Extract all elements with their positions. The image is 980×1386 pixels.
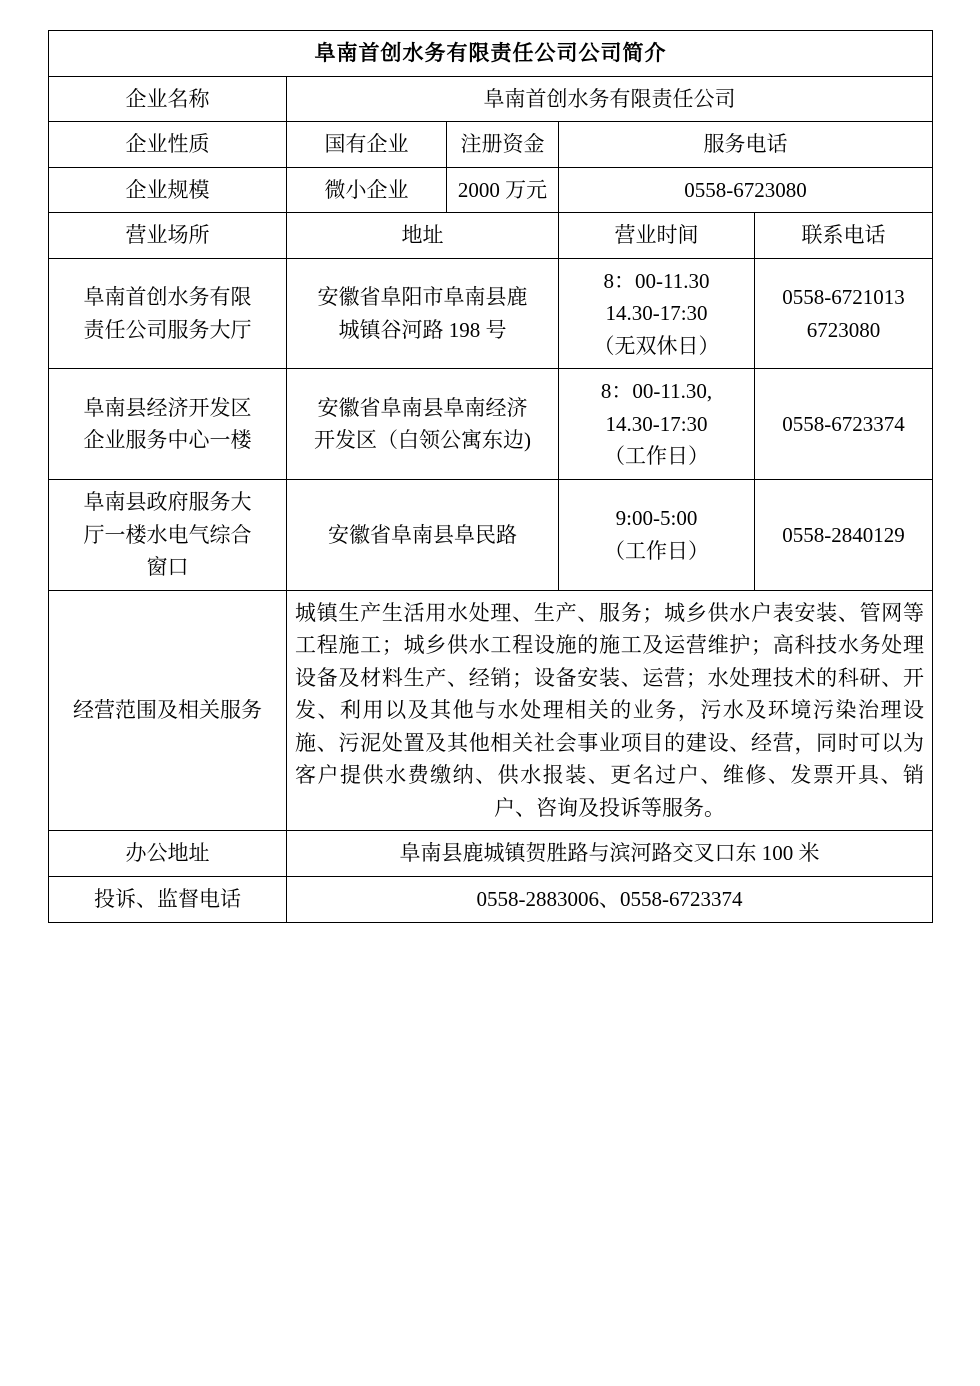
venue-phone-line: 0558-6723374 (782, 411, 905, 436)
complaint-phone-value: 0558-2883006、0558-6723374 (287, 877, 933, 923)
venue-hours-line: （无双休日） (593, 333, 720, 358)
table-row-office-address (49, 831, 933, 877)
business-scope-label: 经营范围及相关服务 (49, 590, 287, 831)
company-scale-label: 企业规模 (49, 167, 287, 213)
venue-address (287, 369, 559, 480)
venue-address-line: 城镇谷河路 198 号 (338, 317, 507, 342)
table-row-venue-2 (49, 369, 933, 480)
contact-header-label: 联系电话 (755, 213, 933, 259)
venue-phone-line: 0558-6721013 (782, 285, 905, 309)
table-row-venue-header (49, 213, 933, 259)
venue-hours-line: （工作日） (604, 538, 709, 563)
venue-name-line: 阜南首创水务有限 (83, 285, 252, 309)
hours-header-label: 营业时间 (559, 213, 755, 259)
table-row-company-scale (49, 167, 933, 213)
company-name-value: 阜南首创水务有限责任公司 (287, 76, 933, 122)
company-name-label: 企业名称 (49, 76, 287, 122)
registered-capital-value: 2000 万元 (447, 167, 559, 213)
venue-header-label: 营业场所 (49, 213, 287, 259)
venue-phone-line: 6723080 (806, 317, 881, 342)
venue-address (287, 258, 559, 369)
venue-address-line: 安徽省阜阳市阜南县鹿 (317, 285, 528, 309)
venue-hours-line: （工作日） (604, 444, 709, 469)
venue-hours-line: 9:00-5:00 (615, 506, 698, 531)
venue-phone (755, 369, 933, 480)
venue-hours (559, 480, 755, 591)
company-nature-value: 国有企业 (287, 122, 447, 168)
venue-hours (559, 258, 755, 369)
venue-name-line: 厅一楼水电气综合 (83, 522, 252, 547)
venue-address-line: 开发区（白领公寓东边) (314, 428, 531, 453)
venue-address-line: 安徽省阜南县阜民路 (328, 522, 517, 547)
table-row-venue-1 (49, 258, 933, 369)
office-address-label: 办公地址 (49, 831, 287, 877)
registered-capital-label: 注册资金 (447, 122, 559, 168)
venue-phone (755, 258, 933, 369)
business-scope-paragraph: 城镇生产生活用水处理、生产、服务；城乡供水户表安装、管网等工程施工；城乡供水工程设施的施工及运营维护；高科技水务处理设备及材料生产、经销；设备安装、运营；水处理技术的科研、开发、利用以及其他与水处理相关的业务，污水及环境污染治理设施、污泥处置及其他相关社会事业项目的建设、经营，同时可以为客户提供水费缴纳、供水报装、更名过户、维修、发票开具、销户、咨询及投诉等服务。 (295, 600, 925, 820)
venue-name (49, 369, 287, 480)
venue-address-line: 安徽省阜南县阜南经济 (317, 395, 528, 420)
company-scale-value: 微小企业 (287, 167, 447, 213)
table-row-business-scope (49, 590, 933, 831)
venue-hours (559, 369, 755, 480)
venue-name-line: 企业服务中心一楼 (83, 428, 252, 453)
table-row-venue-3 (49, 480, 933, 591)
company-profile-table (48, 30, 933, 923)
table-row-title (49, 31, 933, 77)
venue-name (49, 258, 287, 369)
venue-hours-line: 8：00-11.30 (603, 268, 710, 293)
venue-hours-line: 14.30-17:30 (605, 411, 708, 436)
venue-name-line: 阜南县经济开发区 (83, 395, 252, 420)
business-scope-text (287, 590, 933, 831)
table-row-company-name (49, 76, 933, 122)
venue-phone-line: 0558-2840129 (782, 522, 905, 547)
venue-name (49, 480, 287, 591)
venue-address (287, 480, 559, 591)
venue-hours-line: 14.30-17:30 (605, 301, 708, 326)
page-title: 阜南首创水务有限责任公司公司简介 (49, 31, 933, 77)
venue-name-line: 窗口 (146, 555, 189, 580)
venue-name-line: 责任公司服务大厅 (83, 317, 252, 342)
address-header-label: 地址 (287, 213, 559, 259)
table-row-company-nature (49, 122, 933, 168)
office-address-value: 阜南县鹿城镇贺胜路与滨河路交叉口东 100 米 (287, 831, 933, 877)
complaint-phone-label: 投诉、监督电话 (49, 877, 287, 923)
venue-name-line: 阜南县政府服务大 (83, 490, 252, 515)
service-phone-value: 0558-6723080 (559, 167, 933, 213)
table-row-complaint-phone (49, 877, 933, 923)
company-nature-label: 企业性质 (49, 122, 287, 168)
service-phone-label: 服务电话 (559, 122, 933, 168)
venue-hours-line: 8：00-11.30, (600, 379, 713, 404)
venue-phone (755, 480, 933, 591)
